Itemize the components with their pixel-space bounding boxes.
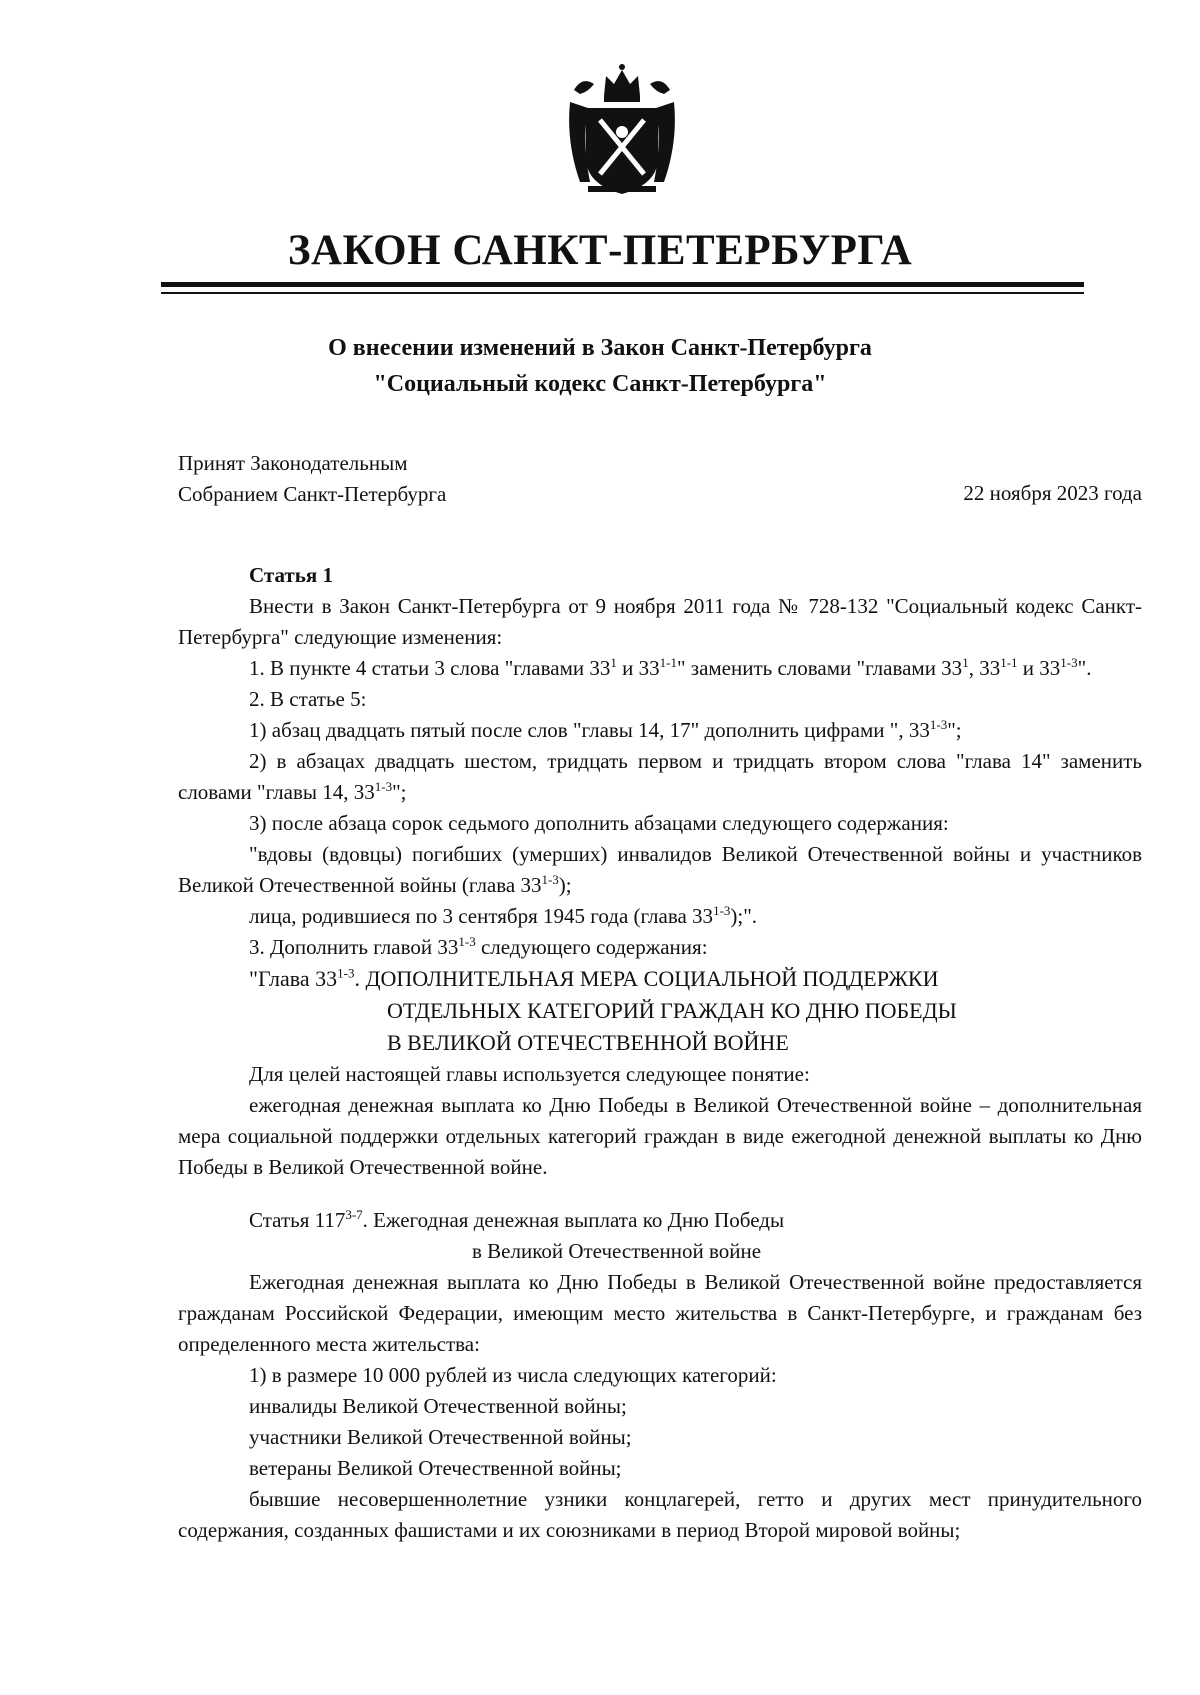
article-117-item-1: 1) в размере 10 000 рублей из числа следующих категорий: — [249, 1363, 777, 1387]
article-117-text: Ежегодная денежная выплата ко Дню Победы в Великой Отечественной войне предоставляется гражданам Российской Федерации, имеющим место жительства в Санкт-Петербурге, и гражданам без определенного места жительства: — [178, 1270, 1142, 1356]
subitem-3: 3) после абзаца сорок седьмого дополнить абзацами следующего содержания: — [249, 811, 949, 835]
category-item: инвалиды Великой Отечественной войны; — [249, 1394, 627, 1418]
coat-of-arms-emblem — [560, 62, 684, 200]
subitem-1: 1) абзац двадцать пятый после слов "главы 14, 17" дополнить цифрами ", 33$^{1-3}$"; — [249, 717, 962, 742]
definition-intro: Для целей настоящей главы используется следующее понятие: — [249, 1062, 810, 1086]
article-intro: Внести в Закон Санкт-Петербурга от 9 ноября 2011 года № 728-132 "Социальный кодекс Санкт-Петербурга" следующие изменения: — [178, 594, 1142, 649]
category-item: ветераны Великой Отечественной войны; — [249, 1456, 622, 1480]
item-1: 1. В пункте 4 статьи 3 слова "главами $33^1$ и 33$^{1-1}$" заменить словами "главами $33^1$, 33$^{1-1}$ и 33$^{1-3}$". — [249, 655, 1092, 680]
adoption-date: 22 ноября 2023 года — [963, 481, 1142, 505]
document-body — [178, 560, 1142, 1546]
article-117-heading: Статья 117$^{3-7}$. Ежегодная денежная выплата ко Дню Победы в Великой Отечественной войне — [249, 1207, 785, 1263]
quote-paragraph-2: лица, родившиеся по 3 сентября 1945 года (глава 33$^{1-3}$);". — [249, 903, 758, 928]
article-heading: Статья 1 — [249, 563, 333, 587]
chapter-heading: "Глава 33$^{1-3}$. ДОПОЛНИТЕЛЬНАЯ МЕРА СОЦИАЛЬНОЙ ПОДДЕРЖКИ ОТДЕЛЬНЫХ КАТЕГОРИЙ ГРАЖДАН КО ДНЮ ПОБЕДЫ В ВЕЛИКОЙ ОТЕЧЕСТВЕННОЙ ВОЙНЕ — [249, 965, 957, 1055]
adoption-line-2: Собранием Санкт-Петербурга — [178, 482, 447, 506]
subtitle-line-1: О внесении изменений в Закон Санкт-Петербурга — [328, 335, 872, 361]
category-item: бывшие несовершеннолетние узники концлагерей, гетто и других мест принудительного содержания, созданных фашистами и их союзниками в период Второй мировой войны; — [178, 1487, 1142, 1542]
document-title: ЗАКОН САНКТ-ПЕТЕРБУРГА — [287, 227, 913, 274]
law-subtitle — [0, 330, 1200, 402]
item-3: 3. Дополнить главой 33$^{1-3}$ следующего содержания: — [249, 934, 708, 959]
subitem-2: 2) в абзацах двадцать шестом, тридцать первом и тридцать втором слова "глава 14" заменить словами "главы 14, 33$^{1-3}$"; — [178, 749, 1142, 804]
title-divider-thick — [161, 282, 1084, 287]
category-item: участники Великой Отечественной войны; — [249, 1425, 632, 1449]
adoption-note — [178, 448, 446, 510]
subtitle-line-2: "Социальный кодекс Санкт-Петербурга" — [373, 371, 827, 397]
definition-text: ежегодная денежная выплата ко Дню Победы в Великой Отечественной войне – дополнительная мера социальной поддержки отдельных категорий граждан в виде ежегодной денежной выплаты ко Дню Победы в Великой Отечественной войне. — [178, 1093, 1142, 1179]
title-divider-thin — [161, 292, 1084, 294]
item-2: 2. В статье 5: — [249, 687, 367, 711]
quote-paragraph-1: "вдовы (вдовцы) погибших (умерших) инвалидов Великой Отечественной войны и участников Великой Отечественной войны (глава 33$^{1-3}$); — [178, 842, 1142, 897]
adoption-line-1: Принят Законодательным — [178, 451, 408, 475]
